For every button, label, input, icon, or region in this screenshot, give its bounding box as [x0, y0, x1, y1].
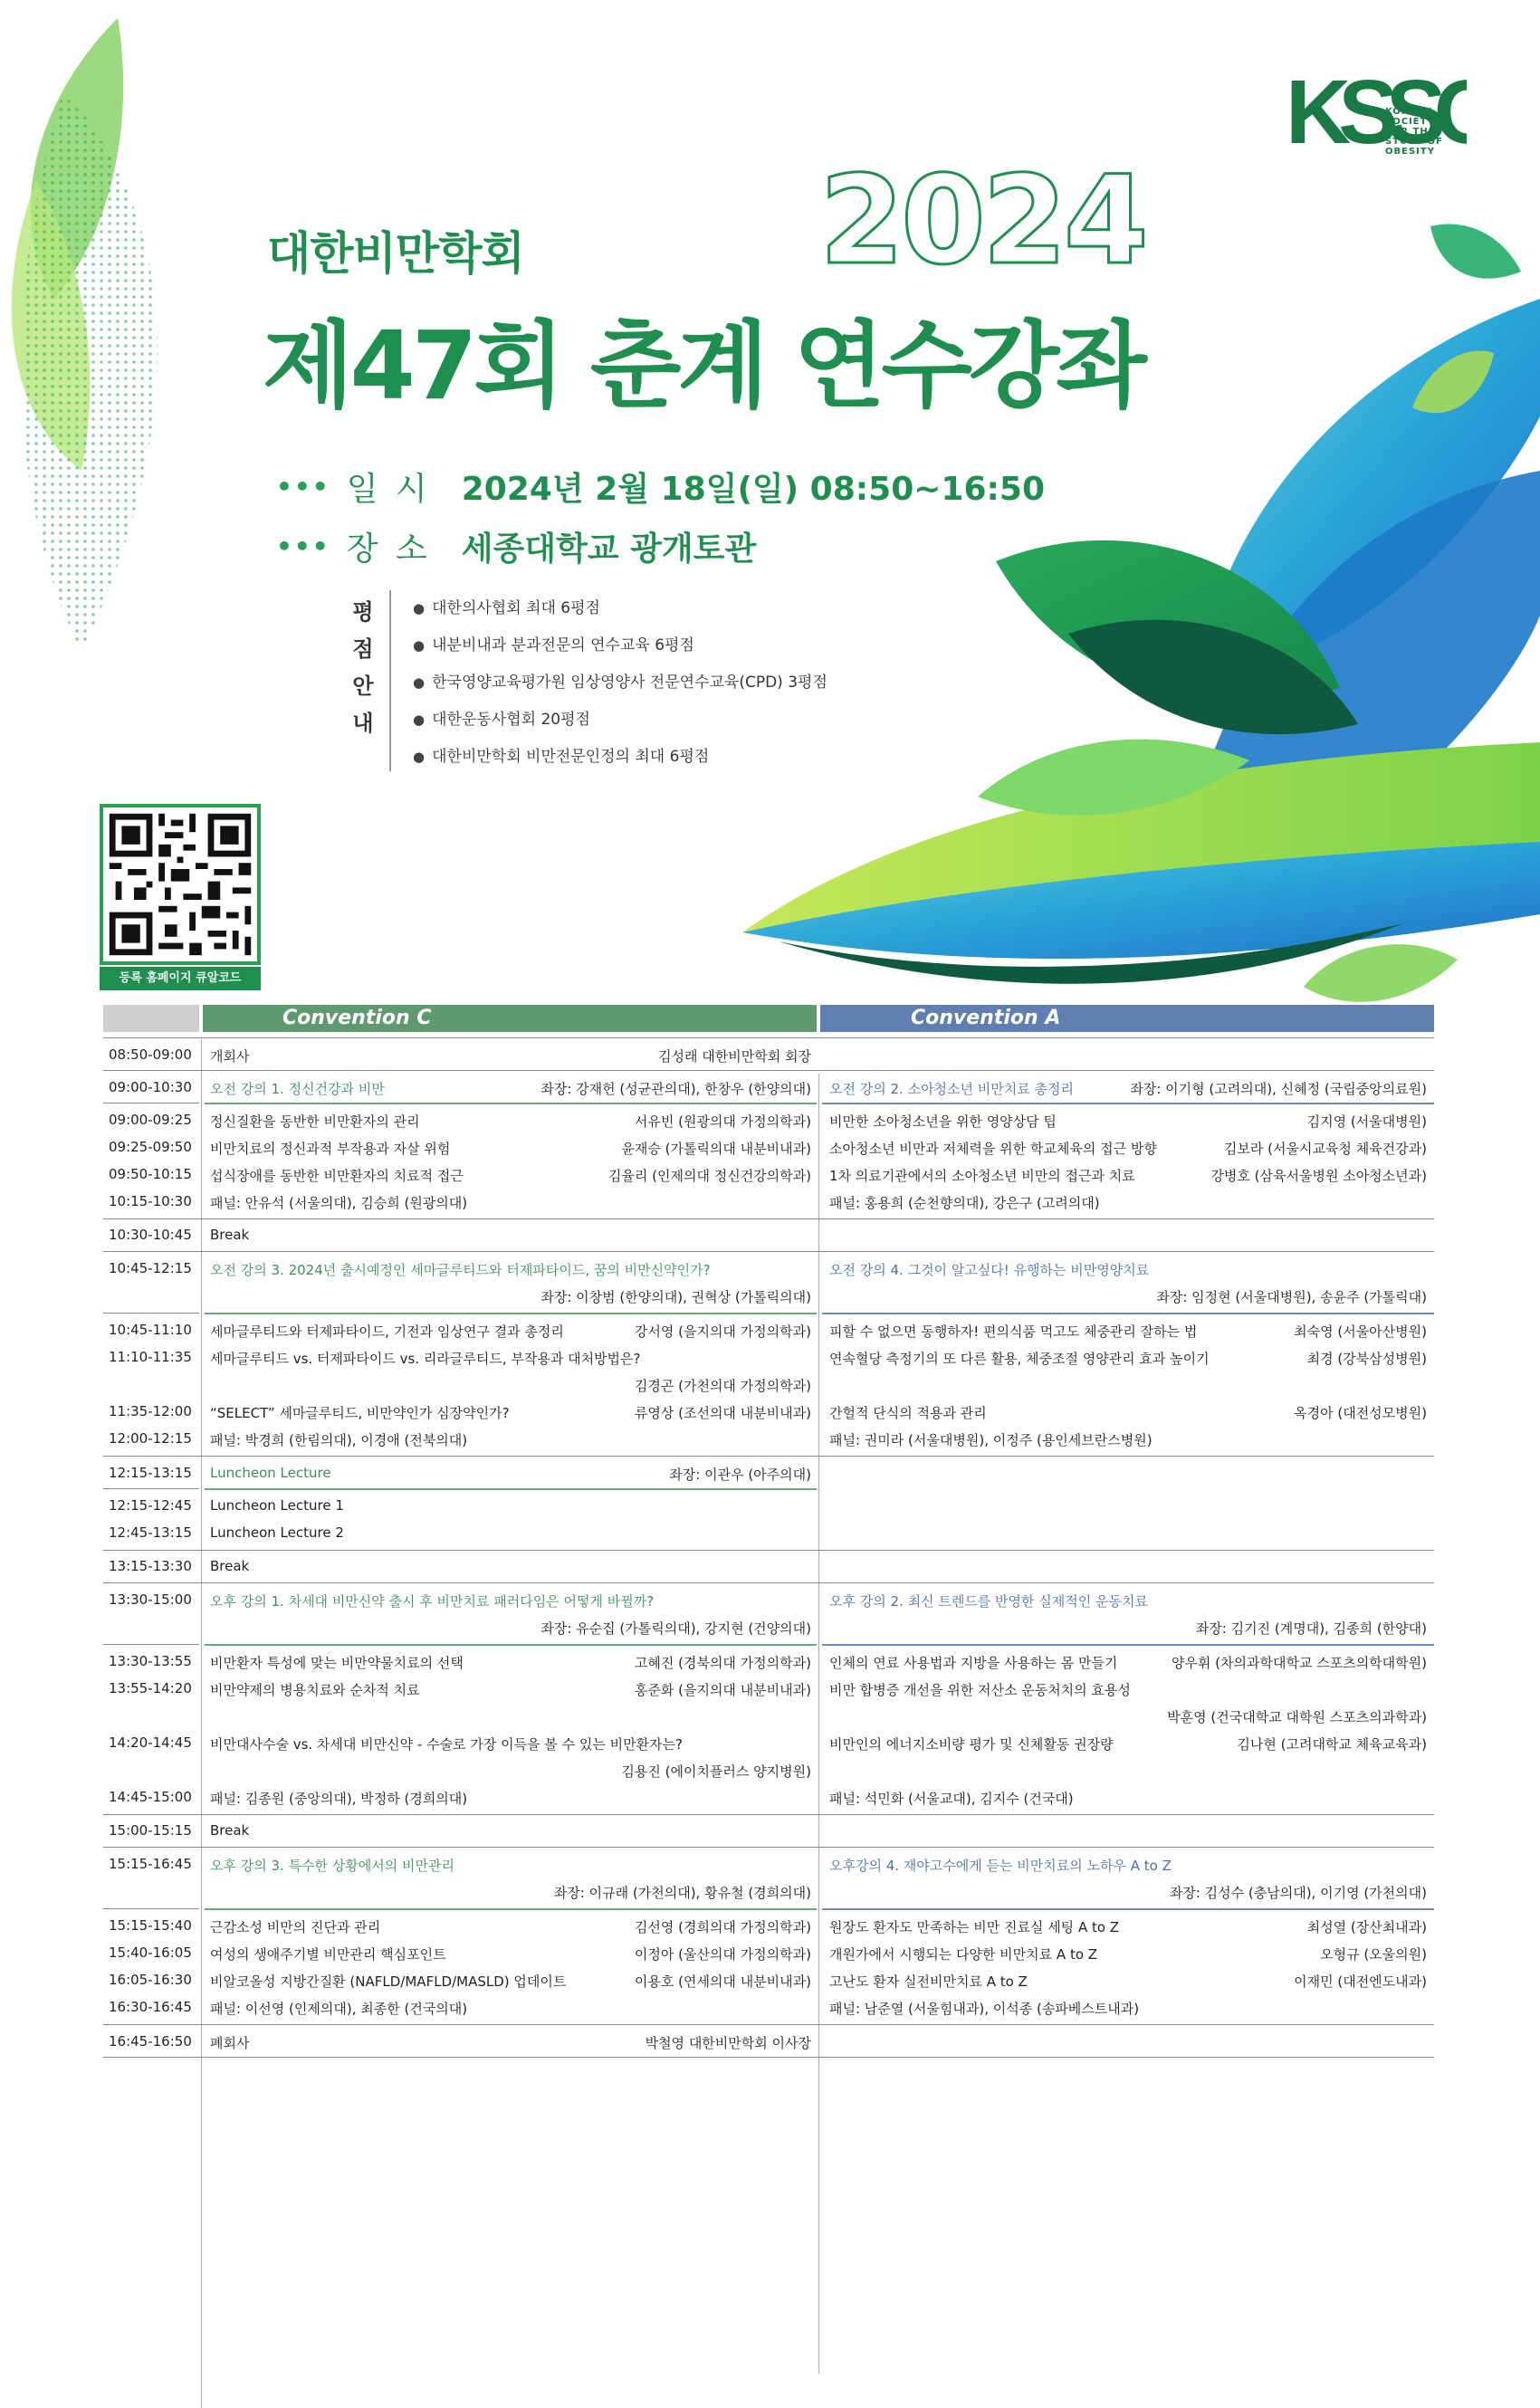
- time-slot: 10:15-10:30: [109, 1193, 192, 1209]
- session-underline: [822, 1908, 1434, 1910]
- chair: 좌장: 임정현 (서울대병원), 송윤주 (가톨릭대): [1156, 1289, 1427, 1305]
- talk-title: 개원가에서 시행되는 다양한 비만치료 A to Z: [829, 1946, 1098, 1963]
- talk-title: 1차 의료기관에서의 소아청소년 비만의 접근과 치료: [829, 1168, 1135, 1184]
- event-year: 2024: [819, 149, 1145, 291]
- session-title: 오전 강의 3. 2024년 출시예정인 세마글루티드와 터제파타이드, 꿈의 비만신약인가?: [210, 1262, 711, 1278]
- credit-item: ● 대한운동사협회 20평점: [413, 702, 827, 739]
- time-slot: 12:00-12:15: [109, 1430, 192, 1447]
- talk-title: Luncheon Lecture 1: [210, 1497, 344, 1514]
- row-divider: [103, 2057, 1434, 2058]
- date-row: [276, 463, 1045, 510]
- speaker: 홍준화 (을지의대 내분비내과): [634, 1682, 811, 1698]
- row-divider: [103, 1908, 199, 1909]
- time-slot: 13:30-15:00: [109, 1591, 192, 1608]
- speaker: 김선영 (경희의대 가정의학과): [634, 1919, 811, 1935]
- event-title: 제47회 춘계 연수강좌: [263, 311, 1143, 421]
- talk-title: 비만치료의 정신과적 부작용과 자살 위험: [210, 1141, 451, 1157]
- break-label: Break: [210, 1822, 250, 1839]
- bullet-dots-icon: •••: [276, 472, 330, 502]
- row-divider: [103, 1251, 1434, 1252]
- row-divider: [103, 1456, 1434, 1457]
- session-title: 오후강의 4. 재야고수에게 듣는 비만치료의 노하우 A to Z: [829, 1858, 1172, 1874]
- time-slot: 13:15-13:30: [109, 1558, 192, 1574]
- date-label: 일 시: [346, 471, 431, 508]
- session-underline: [205, 1908, 817, 1910]
- talk-title: 연속혈당 측정기의 또 다른 활용, 체중조절 영양관리 효과 높이기: [829, 1351, 1210, 1367]
- organization-name: 대한비만학회: [267, 227, 524, 280]
- logo-subtitle-line: FOR THE: [1385, 127, 1436, 137]
- time-slot: 15:00-15:15: [109, 1822, 192, 1839]
- talk-title: 비만인의 에너지소비량 평가 및 신체활동 권장량: [829, 1736, 1114, 1753]
- time-slot: 16:30-16:45: [109, 1999, 192, 2015]
- row-divider: [103, 1488, 199, 1489]
- panel: 패널: 안유석 (서울의대), 김승희 (원광의대): [210, 1195, 468, 1211]
- row-divider: [103, 1103, 199, 1104]
- time-slot: 12:45-13:15: [109, 1524, 192, 1541]
- session-underline: [205, 1488, 817, 1490]
- row-divider: [103, 1582, 1434, 1583]
- bullet-dots-icon: •••: [276, 531, 330, 561]
- logo-subtitle-line: OBESITY: [1385, 147, 1435, 157]
- speaker: 윤재승 (가톨릭의대 내분비내과): [621, 1141, 811, 1157]
- session-title: 오후 강의 3. 특수한 상황에서의 비만관리: [210, 1858, 454, 1874]
- row-divider: [103, 1218, 1434, 1219]
- time-slot: 10:45-12:15: [109, 1260, 192, 1276]
- credit-item: ● 대한비만학회 비만전문인정의 최대 6평점: [413, 739, 827, 776]
- convention-c-header: Convention C: [203, 1005, 817, 1032]
- talk-title: 세마글루티드 vs. 터제파타이드 vs. 리라글루티드, 부작용과 대처방법은?: [210, 1351, 641, 1367]
- speaker: 이정아 (울산의대 가정의학과): [634, 1946, 811, 1963]
- logo-subtitle-line: KOREAN: [1385, 107, 1433, 117]
- session-underline: [205, 1644, 817, 1646]
- credits-heading-char: 안: [352, 674, 374, 699]
- column-divider: [201, 1039, 202, 2408]
- talk-title: 피할 수 없으면 동행하자! 편의식품 먹고도 체중관리 잘하는 법: [829, 1323, 1198, 1340]
- column-divider: [818, 1074, 819, 2374]
- chair: 좌장: 이규래 (가천의대), 황유철 (경희의대): [553, 1885, 811, 1901]
- row-divider: [103, 1847, 1434, 1848]
- logo-subtitle-line: STUDY OF: [1385, 137, 1443, 147]
- row-divider: [103, 1070, 1434, 1071]
- logo-subtitle: [1385, 107, 1443, 157]
- time-slot: 09:00-09:25: [109, 1112, 192, 1128]
- speaker: 김보라 (서울시교육청 체육건강과): [1223, 1141, 1427, 1157]
- time-slot: 09:50-10:15: [109, 1166, 192, 1182]
- panel: 패널: 석민화 (서울교대), 김지수 (건국대): [829, 1791, 1074, 1807]
- speaker: 서유빈 (원광의대 가정의학과): [634, 1113, 811, 1130]
- time-slot: 14:20-14:45: [109, 1734, 192, 1751]
- row-divider: [103, 1644, 199, 1645]
- svg-text:KSSO: KSS: [1286, 62, 1434, 163]
- place-label: 장 소: [346, 530, 431, 568]
- speaker: 김용진 (에이치플러스 양지병원): [621, 1763, 811, 1780]
- talk-title: 비만대사수술 vs. 차세대 비만신약 - 수술로 가장 이득을 볼 수 있는 비만환자는?: [210, 1736, 683, 1753]
- talk-title: 고난도 환자 실전비만치료 A to Z: [829, 1973, 1028, 1990]
- speaker: 박철영 대한비만학회 이사장: [645, 2035, 811, 2051]
- time-slot: 16:05-16:30: [109, 1972, 192, 1988]
- time-slot: 09:00-10:30: [109, 1079, 192, 1095]
- panel: 패널: 박경희 (한림의대), 이경애 (전북의대): [210, 1432, 468, 1448]
- speaker: 류영상 (조선의대 내분비내과): [634, 1405, 811, 1421]
- talk-title: 근감소성 비만의 진단과 관리: [210, 1919, 381, 1935]
- panel: 패널: 김종원 (중앙의대), 박정하 (경희의대): [210, 1791, 468, 1807]
- speaker: 양우휘 (차의과학대학교 스포츠의학대학원): [1171, 1655, 1427, 1671]
- panel: 패널: 남준열 (서울힘내과), 이석종 (송파베스트내과): [829, 2001, 1140, 2017]
- break-label: Break: [210, 1558, 250, 1574]
- registration-qr-code[interactable]: [100, 804, 261, 965]
- time-slot: 08:50-09:00: [109, 1046, 192, 1063]
- speaker: 최경 (강북삼성병원): [1306, 1351, 1427, 1367]
- time-slot: 15:40-16:05: [109, 1945, 192, 1961]
- speaker: 김성래 대한비만학회 회장: [658, 1048, 811, 1065]
- panel: 패널: 권미라 (서울대병원), 이정주 (용인세브란스병원): [829, 1432, 1153, 1448]
- panel: 패널: 홍용희 (순천향의대), 강은구 (고려의대): [829, 1195, 1100, 1211]
- time-slot: 16:45-16:50: [109, 2033, 192, 2050]
- break-label: Break: [210, 1227, 250, 1243]
- qr-code-icon: [103, 807, 257, 961]
- credit-item: ● 내분비내과 분과전문의 연수교육 6평점: [413, 627, 827, 664]
- credit-item: ● 대한의사협회 최대 6평점: [413, 590, 827, 627]
- chair: 좌장: 김성수 (충남의대), 이기영 (가천의대): [1169, 1885, 1427, 1901]
- session-underline: [205, 1103, 817, 1104]
- time-slot: 11:10-11:35: [109, 1349, 192, 1365]
- chair: 좌장: 이창범 (한양의대), 권혁상 (가톨릭의대): [540, 1289, 811, 1305]
- session-title: 폐회사: [210, 2035, 250, 2051]
- speaker: 고혜진 (경북의대 가정의학과): [634, 1655, 811, 1671]
- talk-title: “SELECT” 세마글루티드, 비만약인가 심장약인가?: [210, 1405, 510, 1421]
- talk-title: 비만 합병증 개선을 위한 저산소 운동처치의 효용성: [829, 1682, 1131, 1698]
- session-underline: [205, 1313, 817, 1314]
- leaf-shape: [1304, 944, 1458, 1002]
- session-title: 오후 강의 2. 최신 트렌드를 반영한 실제적인 운동치료: [829, 1593, 1148, 1610]
- time-slot: 13:55-14:20: [109, 1680, 192, 1696]
- talk-title: 비만환자 특성에 맞는 비만약물치료의 선택: [210, 1655, 464, 1671]
- time-slot: 13:30-13:55: [109, 1653, 192, 1669]
- session-title: 오전 강의 4. 그것이 알고싶다! 유행하는 비만영양치료: [829, 1262, 1150, 1278]
- session-title: 개회사: [210, 1048, 250, 1065]
- chair: 좌장: 이관우 (아주의대): [669, 1467, 811, 1483]
- credit-item: ● 한국영양교육평가원 임상영양사 전문연수교육(CPD) 3평점: [413, 664, 827, 702]
- speaker: 오형규 (오울의원): [1320, 1946, 1427, 1963]
- session-title: 오전 강의 1. 정신건강과 비만: [210, 1081, 385, 1097]
- speaker: 박훈영 (건국대학교 대학원 스포츠의과학과): [1167, 1709, 1427, 1725]
- speaker: 강병호 (삼육서울병원 소아청소년과): [1210, 1168, 1427, 1184]
- talk-title: Luncheon Lecture 2: [210, 1524, 344, 1541]
- time-column-header: [103, 1005, 199, 1032]
- credits-heading-char: 점: [352, 636, 374, 662]
- talk-title: 섭식장애를 동반한 비만환자의 치료적 접근: [210, 1168, 464, 1184]
- talk-title: 인체의 연료 사용법과 지방을 사용하는 몸 만들기: [829, 1655, 1118, 1671]
- talk-title: 정신질환을 동반한 비만환자의 관리: [210, 1113, 420, 1130]
- session-underline: [822, 1313, 1434, 1314]
- talk-title: 비알코올성 지방간질환 (NAFLD/MAFLD/MASLD) 업데이트: [210, 1973, 567, 1990]
- place-value: 세종대학교 광개토관: [461, 530, 757, 568]
- speaker: 김나현 (고려대학교 체육교육과): [1237, 1736, 1427, 1753]
- time-slot: 15:15-16:45: [109, 1856, 192, 1872]
- logo-subtitle-line: SOCIETY: [1385, 117, 1435, 127]
- row-divider: [103, 1814, 1434, 1815]
- row-divider: [103, 1550, 1434, 1551]
- session-title: 오전 강의 2. 소아청소년 비만치료 총정리: [829, 1081, 1074, 1097]
- divider: [389, 590, 391, 771]
- talk-title: 원장도 환자도 만족하는 비만 진료실 세팅 A to Z: [829, 1919, 1120, 1935]
- chair: 좌장: 김기진 (계명대), 김종희 (한양대): [1195, 1620, 1427, 1637]
- speaker: 강서영 (을지의대 가정의학과): [634, 1323, 811, 1340]
- row-divider: [103, 1313, 199, 1314]
- speaker: 이재민 (대전엔도내과): [1294, 1973, 1427, 1990]
- speaker: 옥경아 (대전성모병원): [1294, 1405, 1427, 1421]
- chair: 좌장: 강재헌 (성균관의대), 한창우 (한양의대): [540, 1081, 811, 1097]
- talk-title: 여성의 생애주기별 비만관리 핵심포인트: [210, 1946, 446, 1963]
- speaker: 김지영 (서울대병원): [1306, 1113, 1427, 1130]
- chair: 좌장: 유순집 (가톨릭의대), 강지현 (건양의대): [540, 1620, 811, 1637]
- time-slot: 10:30-10:45: [109, 1227, 192, 1243]
- speaker: 이용호 (연세의대 내분비내과): [634, 1973, 811, 1990]
- credits-heading: [351, 594, 375, 742]
- ksso-logo: [1286, 53, 1467, 170]
- chair: 좌장: 이기형 (고려의대), 신혜정 (국립중앙의료원): [1130, 1081, 1427, 1097]
- panel: 패널: 이선영 (인제의대), 최종한 (건국의대): [210, 2001, 468, 2017]
- time-slot: 09:25-09:50: [109, 1139, 192, 1155]
- time-slot: 11:35-12:00: [109, 1403, 192, 1419]
- talk-title: 비만약제의 병용치료와 순차적 치료: [210, 1682, 420, 1698]
- convention-a-header: Convention A: [820, 1005, 1434, 1032]
- speaker: 최숙영 (서울아산병원): [1294, 1323, 1427, 1340]
- leaf-shape: [1430, 224, 1521, 278]
- credits-heading-char: 내: [352, 711, 374, 736]
- talk-title: 간헐적 단식의 적용과 관리: [829, 1405, 987, 1421]
- row-divider: [103, 1037, 1434, 1038]
- time-slot: 14:45-15:00: [109, 1789, 192, 1805]
- speaker: 김율리 (인제의대 정신건강의학과): [607, 1168, 811, 1184]
- qr-code-label: 등록 홈페이지 큐알코드: [100, 967, 261, 990]
- credits-heading-char: 평: [352, 599, 374, 625]
- session-underline: [822, 1103, 1434, 1104]
- session-title: 오후 강의 1. 차세대 비만신약 출시 후 비만치료 패러다임은 어떻게 바뀔까?: [210, 1593, 655, 1610]
- time-slot: 12:15-12:45: [109, 1497, 192, 1514]
- time-slot: 12:15-13:15: [109, 1465, 192, 1481]
- time-slot: 10:45-11:10: [109, 1322, 192, 1338]
- row-divider: [103, 2024, 1434, 2025]
- credits-list: [413, 590, 827, 776]
- speaker: 최성열 (장산최내과): [1306, 1919, 1427, 1935]
- talk-title: 세마글루티드와 터제파타이드, 기전과 임상연구 결과 총정리: [210, 1323, 564, 1340]
- place-row: [276, 523, 756, 569]
- date-value: 2024년 2월 18일(일) 08:50~16:50: [461, 471, 1046, 508]
- time-slot: 15:15-15:40: [109, 1917, 192, 1934]
- speaker: 김경곤 (가천의대 가정의학과): [634, 1378, 811, 1394]
- talk-title: 비만한 소아청소년을 위한 영양상담 팁: [829, 1113, 1057, 1130]
- talk-title: 소아청소년 비만과 저체력을 위한 학교체육의 접근 방향: [829, 1141, 1157, 1157]
- session-title: Luncheon Lecture: [210, 1465, 331, 1481]
- session-underline: [822, 1644, 1434, 1646]
